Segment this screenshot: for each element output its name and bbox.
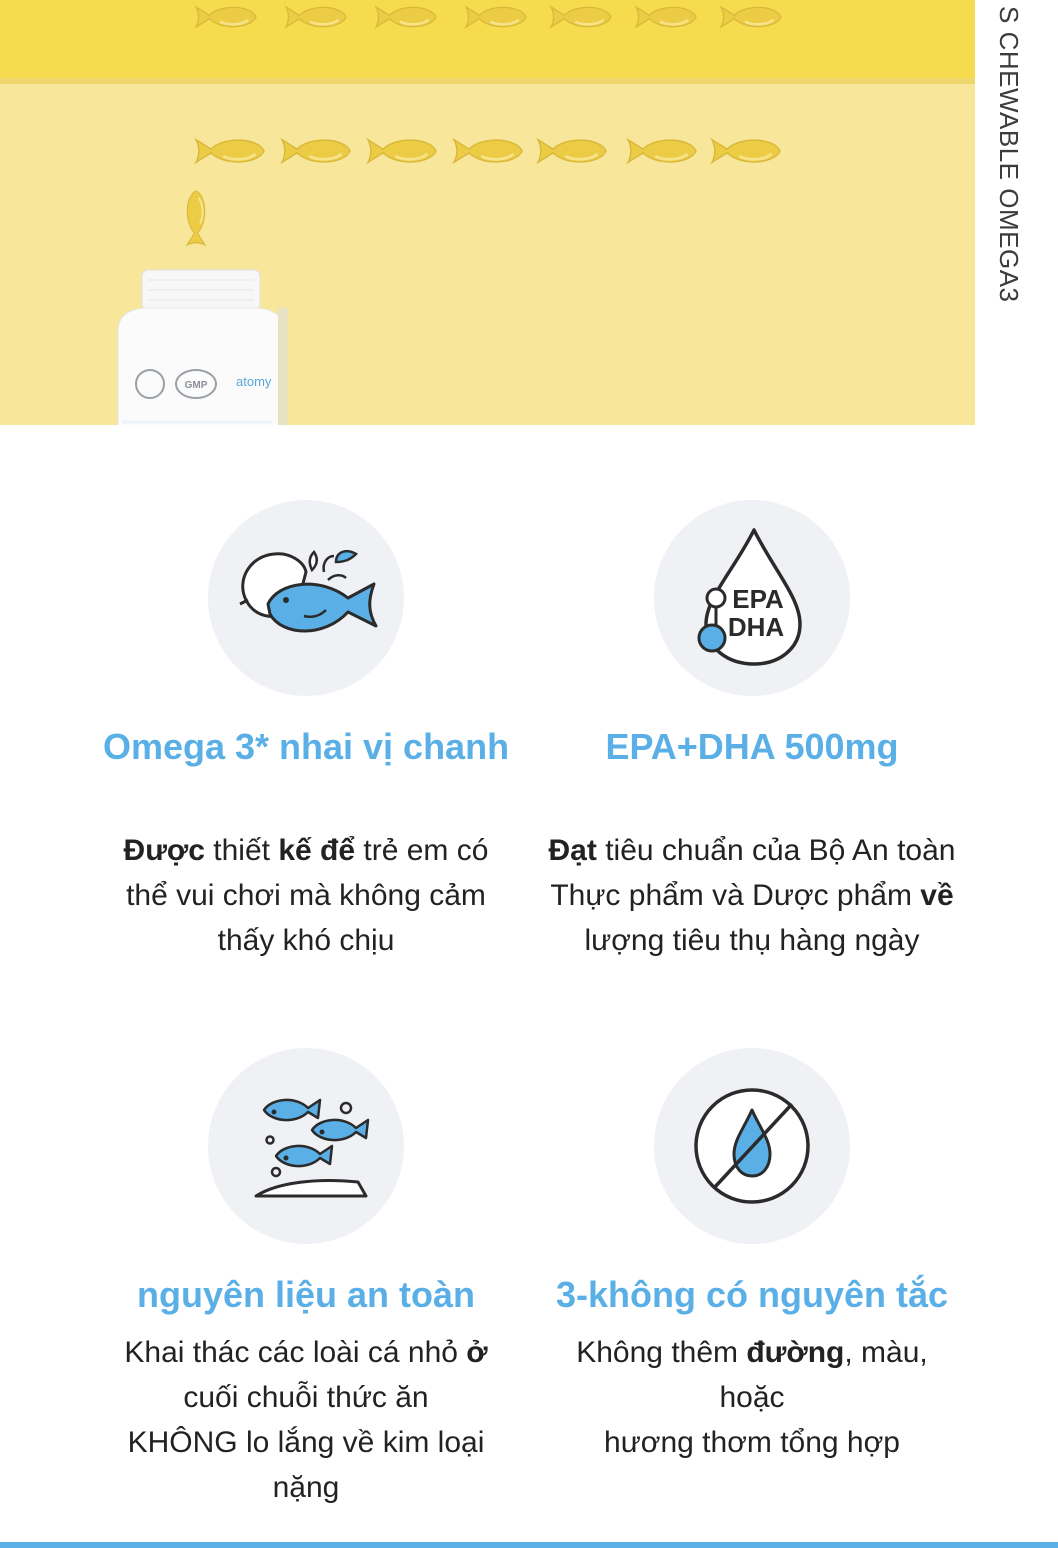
description-line: [512, 873, 992, 918]
text: , màu,: [844, 1336, 928, 1369]
fish-gummy: [624, 134, 700, 168]
fish-gummy: [708, 134, 784, 168]
feature-title: 3-không có nguyên tắc: [555, 1274, 949, 1315]
svg-text:DHA: DHA: [727, 612, 785, 642]
fish-gummy: [460, 2, 532, 32]
description-line: [66, 1465, 546, 1510]
svg-text:atomy: atomy: [236, 374, 272, 389]
text: thể: [126, 879, 168, 912]
fish-gummy: [364, 134, 440, 168]
fish-gummy: [534, 134, 610, 168]
bold-text: Đạt: [548, 834, 597, 867]
description-line: [512, 918, 992, 963]
text: Thực phẩm và Dược phẩm: [550, 879, 921, 912]
fish-gummy: [278, 134, 354, 168]
hero-banner: [0, 0, 975, 425]
text: nặng: [272, 1471, 340, 1504]
feature-title: EPA+DHA 500mg: [605, 726, 899, 767]
text: Khai thác các loài cá nhỏ: [124, 1336, 467, 1369]
supplement-bottle: [112, 262, 290, 425]
description-line: [66, 1420, 546, 1465]
fish-gummy: [630, 2, 702, 32]
text: hoặc: [719, 1381, 785, 1414]
text: hương thơm tổng hợp: [604, 1426, 900, 1459]
text: trẻ: [355, 834, 399, 867]
bold-text: đường: [746, 1336, 845, 1369]
feature-title: Omega 3* nhai vị chanh: [102, 726, 510, 767]
fish-gummy: [370, 2, 442, 32]
description-line: [66, 918, 546, 963]
epa-dha-drop-icon: [654, 500, 850, 696]
hero-shelf-edge: [0, 78, 975, 84]
feature-description: [512, 828, 992, 963]
text: thiết: [204, 834, 279, 867]
description-line: [512, 1420, 992, 1465]
bold-text: Được: [123, 834, 205, 867]
small-fish-school-icon: [208, 1048, 404, 1244]
bold-text: về: [920, 879, 954, 912]
no-drop-icon: [654, 1048, 850, 1244]
fish-gummy: [715, 2, 787, 32]
fish-gummy: [182, 188, 210, 248]
text: vui chơi mà không cảm: [167, 879, 486, 912]
text: Không thêm: [576, 1336, 747, 1369]
fish-gummy: [190, 2, 262, 32]
lemon-fish-icon: [208, 500, 404, 696]
svg-text:GMP: GMP: [184, 380, 208, 391]
text: KHÔNG lo lắng về kim loại: [127, 1426, 485, 1459]
description-line: [66, 828, 546, 873]
text: tiêu chuẩn của Bộ An toàn: [596, 834, 956, 867]
bold-text: kế để: [278, 834, 356, 867]
feature-description: [66, 1330, 546, 1510]
description-line: [512, 1375, 992, 1420]
text: lượng tiêu thụ hàng ngày: [584, 924, 920, 957]
description-line: [66, 1330, 546, 1375]
fish-gummy: [545, 2, 617, 32]
text: thấy khó chịu: [217, 924, 395, 957]
fish-gummy: [280, 2, 352, 32]
bottom-accent-bar: [0, 1542, 1058, 1548]
product-side-label: S CHEWABLE OMEGA3: [994, 6, 1024, 303]
bold-text: ở: [466, 1336, 488, 1369]
feature-title: nguyên liệu an toàn: [136, 1274, 476, 1315]
description-line: [512, 828, 992, 873]
fish-gummy: [450, 134, 526, 168]
text: em có: [398, 834, 489, 867]
fish-gummy: [192, 134, 268, 168]
feature-description: [512, 1330, 992, 1465]
text: cuối chuỗi thức ăn: [183, 1381, 429, 1414]
feature-description: [66, 828, 546, 963]
svg-text:EPA: EPA: [732, 584, 784, 614]
description-line: [512, 1330, 992, 1375]
description-line: [66, 873, 546, 918]
description-line: [66, 1375, 546, 1420]
